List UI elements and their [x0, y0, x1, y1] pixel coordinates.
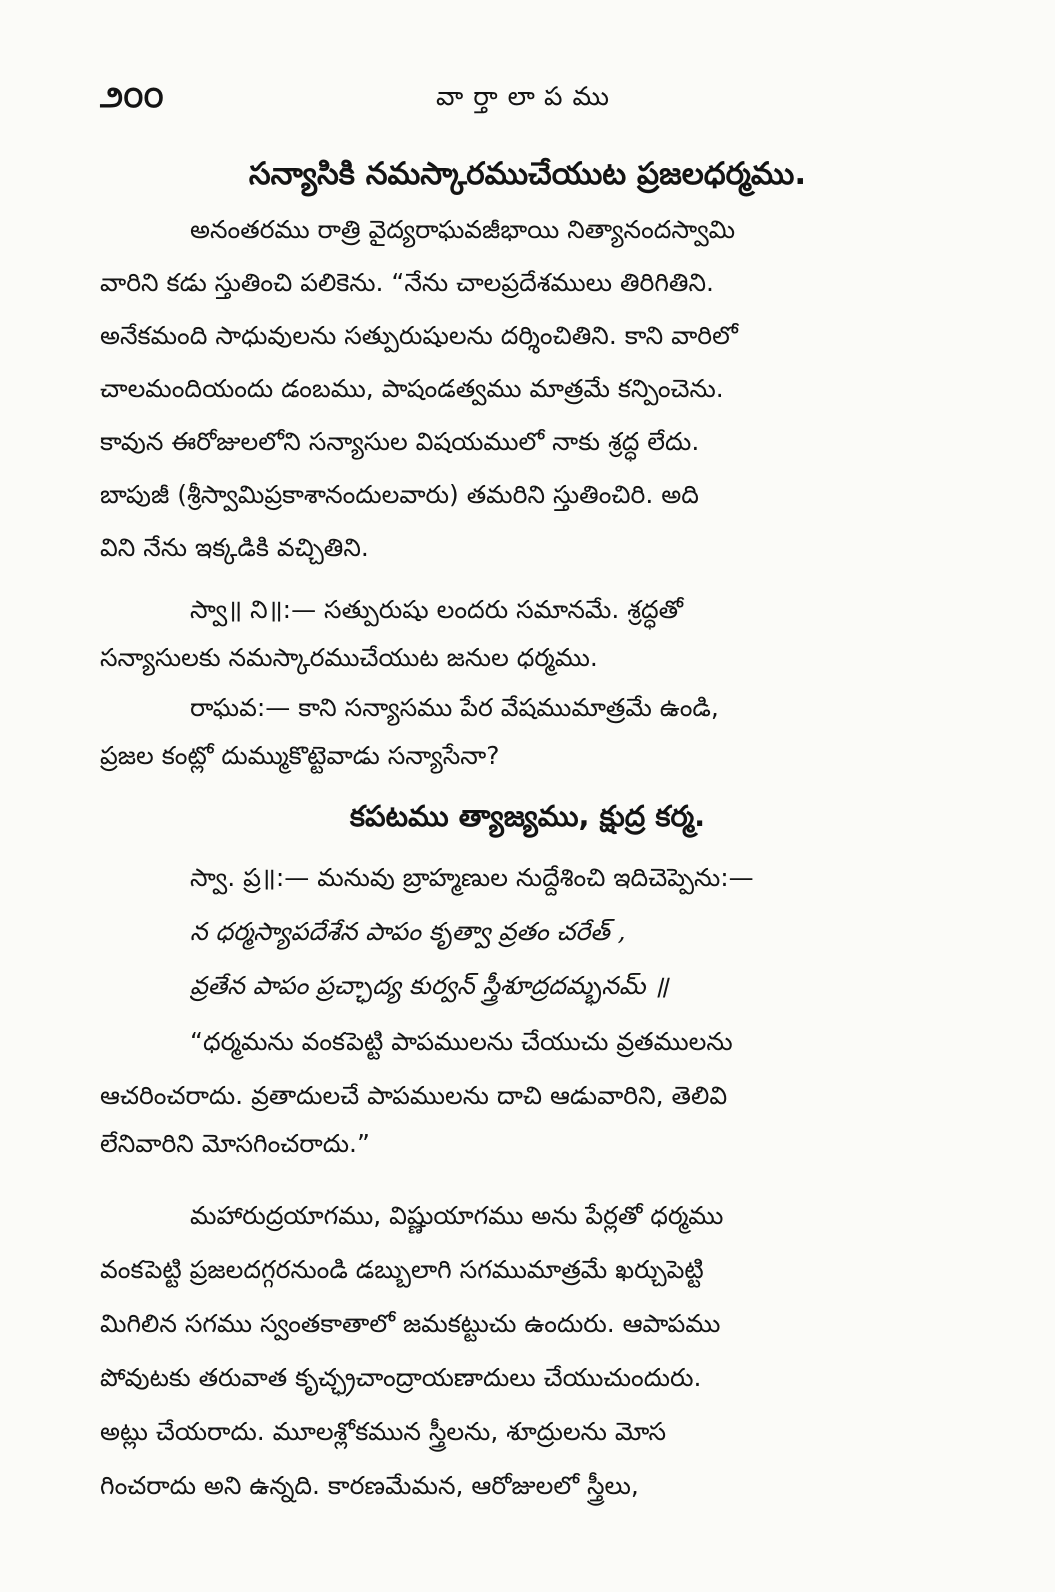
section-heading-2: కపటము త్యాజ్యము, క్షుద్ర కర్మ. — [349, 799, 706, 833]
section-heading-1: సన్యాసికి నమస్కారముచేయుట ప్రజలధర్మము. — [248, 156, 807, 192]
para-3-line-1: రాఘవ:— కాని సన్యాసము పేర వేషముమాత్రమే ఉండి, — [190, 693, 719, 722]
para-6-line-1: మహారుద్రయాగము, విష్ణుయాగము అను పేర్లతో ధర్మము — [190, 1201, 724, 1230]
verse-line-1: న ధర్మస్యాపదేశేన పాపం కృత్వా వ్రతం చరేత్ , — [190, 917, 626, 946]
para-1-line-1: అనంతరము రాత్రి వైద్యరాఘవజీభాయి నిత్యానందస్వామి — [190, 215, 736, 244]
verse-line-2: వ్రతేన పాపం ప్రచ్ఛాద్య కుర్వన్ స్త్రీశూద్రదమ్భనమ్ ॥ — [190, 971, 669, 1000]
para-3-line-2: ప్రజల కంట్లో దుమ్ముకొట్టెవాడు సన్యాసేనా? — [100, 741, 500, 770]
para-5-line-3: లేనివారిని మోసగించరాదు.” — [100, 1129, 370, 1158]
para-1-line-2: వారిని కడు స్తుతించి పలికెను. “నేను చాలప్రదేశములు తిరిగితిని. — [100, 268, 714, 297]
para-2-line-2: సన్యాసులకు నమస్కారముచేయుట జనుల ధర్మము. — [100, 643, 598, 672]
para-4-line-1: స్వా. ప్ర॥:— మనువు బ్రాహ్మణుల నుద్దేశించి ఇదిచెప్పెను:— — [190, 863, 754, 892]
para-6-line-6: గించరాదు అని ఉన్నది. కారణమేమన, ఆరోజులలో స్త్రీలు, — [100, 1471, 639, 1500]
running-head: వార్తాలాపము — [435, 82, 620, 112]
para-2-line-1: స్వా॥ ని॥:— సత్పురుషు లందరు సమానమే. శ్రద్ధతో — [190, 595, 684, 624]
para-6-line-4: పోవుటకు తరువాత కృచ్ఛ్రచాంద్రాయణాదులు చేయుచుందురు. — [100, 1363, 702, 1392]
para-1-line-3: అనేకమంది సాధువులను సత్పురుషులను దర్శించితిని. కాని వారిలో — [100, 321, 738, 350]
para-5-line-2: ఆచరించరాదు. వ్రతాదులచే పాపములను దాచి ఆడువారిని, తెలివి — [100, 1081, 728, 1110]
para-6-line-5: అట్లు చేయరాదు. మూలశ్లోకమున స్త్రీలను, శూద్రులను మోస — [100, 1417, 667, 1446]
page-header — [100, 80, 955, 130]
para-1-line-7: విని నేను ఇక్కడికి వచ్చితిని. — [100, 533, 369, 562]
para-1-line-5: కావున ఈరోజులలోని సన్యాసుల విషయములో నాకు శ్రద్ధ లేదు. — [100, 427, 700, 456]
para-6-line-3: మిగిలిన సగము స్వంతకాతాలో జమకట్టుచు ఉందురు. ఆపాపము — [100, 1309, 721, 1338]
page-number: ౨౦౦ — [100, 80, 164, 115]
para-5-line-1: “ధర్మమను వంకపెట్టి పాపములను చేయుచు వ్రతములను — [190, 1027, 733, 1056]
para-1-line-4: చాలమందియందు డంబము, పాషండత్వము మాత్రమే కన్పించెను. — [100, 374, 724, 403]
para-1-line-6: బాపుజీ (శ్రీస్వామిప్రకాశానందులవారు) తమరిని స్తుతించిరి. అది — [100, 480, 699, 509]
para-6-line-2: వంకపెట్టి ప్రజలదగ్గరనుండి డబ్బులాగి సగముమాత్రమే ఖర్చుపెట్టి — [100, 1255, 704, 1284]
